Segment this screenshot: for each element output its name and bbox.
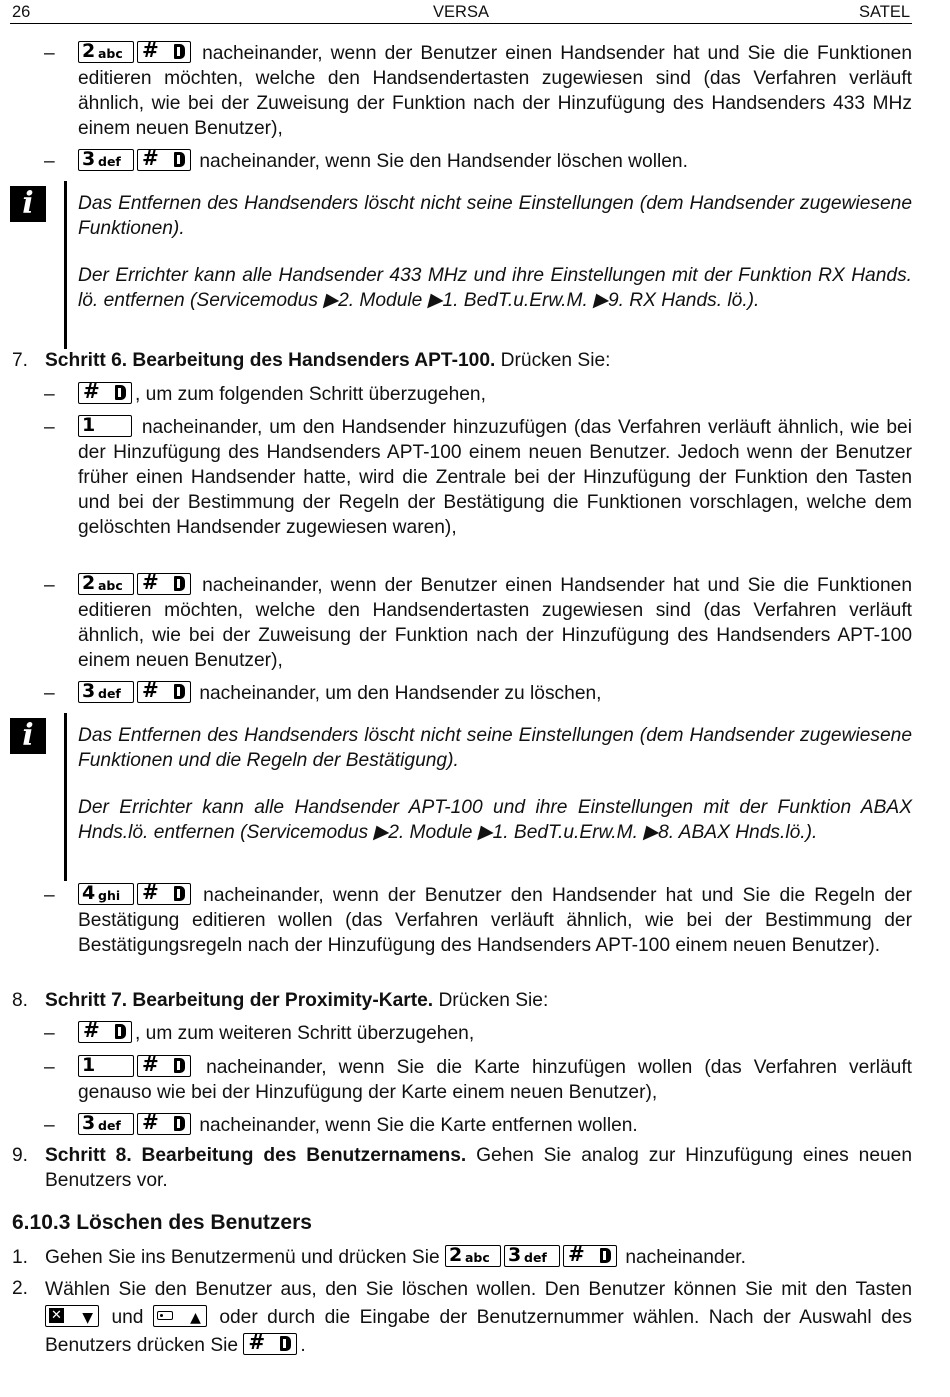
clear-down-key: [45, 1305, 99, 1327]
list-dash: –: [44, 885, 55, 906]
up-arrow-icon: ▲: [190, 1310, 201, 1326]
list-dash: –: [44, 43, 55, 64]
door-icon: [174, 1058, 185, 1073]
key-3def: 3 def: [78, 149, 134, 171]
info-icon: i: [10, 718, 46, 754]
door-icon: [280, 1336, 291, 1351]
list-item: 4 ghi # nacheinander, wenn der Benutzer den Handsender hat und Sie die Regeln der Bestätigung editieren wollen (das Verfahren verläuft ähnlich, wie bei der Bestimmung der Bestätigungsregeln nach der Hinzufügung des Handsenders APT-100 einem neuen Benutzer).: [78, 880, 912, 956]
note-text: Das Entfernen des Handsenders löscht nicht seine Einstellungen (dem Handsender zugewiesene Funktionen und die Regeln der Bestätigung).: [78, 725, 912, 771]
arrow-right-icon: ▶: [477, 822, 493, 843]
hash-key-icon: #: [243, 1333, 297, 1355]
note-bar: [64, 713, 67, 881]
hash-key-icon: #: [137, 681, 191, 703]
hash-key-icon: #: [78, 1021, 132, 1043]
section-title: 6.10.3 Löschen des Benutzers: [12, 1211, 312, 1234]
note-text: Der Errichter kann alle Handsender APT-100 und ihre Einstellungen mit der Funktion ABAX Hnds.lö. entfernen (Servicemodus ▶2. Module ▶1. BedT.u.Erw.M. ▶8. ABAX Hnds.lö.).: [78, 797, 912, 843]
list-dash: –: [44, 1115, 55, 1136]
key-2abc: 2 abc: [78, 41, 134, 63]
step-heading: Schritt 6. Bearbeitung des Handsenders APT-100. Drücken Sie:: [45, 350, 611, 371]
door-icon: [115, 1024, 126, 1039]
header-brand: SATEL: [858, 3, 910, 21]
list-item: 2 abc # nacheinander, wenn der Benutzer einen Handsender hat und Sie die Funktionen editieren möchten, welche den Handsendertasten zugewiesen sind (das Verfahren verläuft ähnlich, wie bei der Zuweisung der Funktion nach der Hinzufügung des Handsenders APT-100 einem neuen Benutzer),: [78, 570, 912, 671]
list-dash: –: [44, 384, 55, 405]
key-1: 1: [78, 415, 132, 437]
key-1: 1: [78, 1055, 134, 1077]
arrow-right-icon: ▶: [323, 290, 339, 311]
key-up-key: [153, 1305, 207, 1327]
note-bar: [64, 181, 67, 349]
door-icon: [174, 1116, 185, 1131]
list-dash: –: [44, 683, 55, 704]
down-arrow-icon: ▼: [82, 1310, 93, 1326]
list-item: Wählen Sie den Benutzer aus, den Sie löschen wollen. Den Benutzer können Sie mit den Tasten ✕ ▼ und ▲ oder durch die Eingabe der Benutzernummer wählen. Nach der Auswahl des Benutzers drücken Sie # .: [45, 1279, 912, 1356]
hash-key-icon: #: [78, 382, 132, 404]
note-text: Der Errichter kann alle Handsender 433 MHz und ihre Einstellungen mit der Funktion RX Hands. lö. entfernen (Servicemodus ▶2. Module ▶1. BedT.u.Erw.M. ▶9. RX Hands. lö.).: [78, 265, 912, 311]
list-dash: –: [44, 151, 55, 172]
step-number: 1.: [12, 1247, 29, 1268]
list-dash: –: [44, 1057, 55, 1078]
hash-key-icon: #: [137, 573, 191, 595]
key-3def: 3 def: [504, 1245, 560, 1267]
list-dash: –: [44, 575, 55, 596]
step-heading: Schritt 8. Bearbeitung des Benutzernamens. Gehen Sie analog zur Hinzufügung eines neuen Benutzers vor.: [45, 1145, 913, 1191]
key-4ghi: 4 ghi: [78, 883, 134, 905]
step-number: 7.: [12, 350, 29, 371]
key-icon: [157, 1311, 173, 1320]
hash-key-icon: #: [563, 1245, 617, 1267]
page-number: 26: [12, 3, 31, 21]
list-item: # , um zum weiteren Schritt überzugehen,: [78, 1021, 912, 1046]
key-3def: 3 def: [78, 1113, 134, 1135]
hash-key-icon: #: [137, 1055, 191, 1077]
list-item: 1 # nacheinander, wenn Sie die Karte hinzufügen wollen (das Verfahren verläuft genauso wie bei der Hinzufügung der Karte einem neuen Benutzer),: [78, 1052, 912, 1103]
key-3def: 3 def: [78, 681, 134, 703]
door-icon: [174, 152, 185, 167]
list-dash: –: [44, 417, 55, 438]
list-item: Gehen Sie ins Benutzermenü und drücken Sie 2 abc 3 def # nacheinander.: [45, 1242, 746, 1268]
list-item: 3 def # nacheinander, wenn Sie den Handsender löschen wollen.: [78, 149, 912, 174]
list-item: 1 nacheinander, um den Handsender hinzuzufügen (das Verfahren verläuft ähnlich, wie bei der Hinzufügung des Handsenders APT-100 einem neuen Benutzer. Jedoch wenn der Benutzer früher einen Handsender hatte, wird die Zentrale bei der Hinzufügung der Funktion den Tasten und bei der Bestimmung der Regeln der Bestätigung die Funktionen vorschlagen, welche dem gelöschten Handsender zugewiesen waren),: [78, 414, 912, 538]
door-icon: [174, 684, 185, 699]
list-item: # , um zum folgenden Schritt überzugehen,: [78, 382, 912, 407]
hash-key-icon: #: [137, 41, 191, 63]
note-text: Das Entfernen des Handsenders löscht nicht seine Einstellungen (dem Handsender zugewiesene Funktionen).: [78, 193, 912, 239]
step-number: 9.: [12, 1145, 29, 1166]
x-icon: ✕: [49, 1308, 64, 1323]
arrow-right-icon: ▶: [427, 290, 443, 311]
key-2abc: 2 abc: [78, 573, 134, 595]
hash-key-icon: #: [137, 149, 191, 171]
hash-key-icon: #: [137, 1113, 191, 1135]
door-icon: [174, 886, 185, 901]
step-number: 8.: [12, 990, 29, 1011]
step-heading: Schritt 7. Bearbeitung der Proximity-Karte. Drücken Sie:: [45, 990, 549, 1011]
info-icon: i: [10, 186, 46, 222]
door-icon: [115, 385, 126, 400]
key-2abc: 2 abc: [445, 1245, 501, 1267]
door-icon: [174, 576, 185, 591]
header-title: VERSA: [433, 3, 489, 21]
list-item: 3 def # nacheinander, wenn Sie die Karte entfernen wollen.: [78, 1113, 912, 1138]
door-icon: [174, 44, 185, 59]
arrow-right-icon: ▶: [593, 290, 608, 311]
list-dash: –: [44, 1023, 55, 1044]
step-number: 2.: [12, 1278, 29, 1299]
list-item: 3 def # nacheinander, um den Handsender zu löschen,: [78, 681, 912, 706]
door-icon: [600, 1248, 611, 1263]
arrow-right-icon: ▶: [373, 822, 389, 843]
arrow-right-icon: ▶: [643, 822, 659, 843]
list-item: 2 abc # nacheinander, wenn der Benutzer einen Handsender hat und Sie die Funktionen editieren möchten, welche den Handsendertasten zugewiesen sind (das Verfahren verläuft ähnlich, wie bei der Zuweisung der Funktion nach der Hinzufügung des Handsenders 433 MHz einem neuen Benutzer),: [78, 38, 912, 139]
hash-key-icon: #: [137, 883, 191, 905]
page-header: [10, 3, 912, 24]
